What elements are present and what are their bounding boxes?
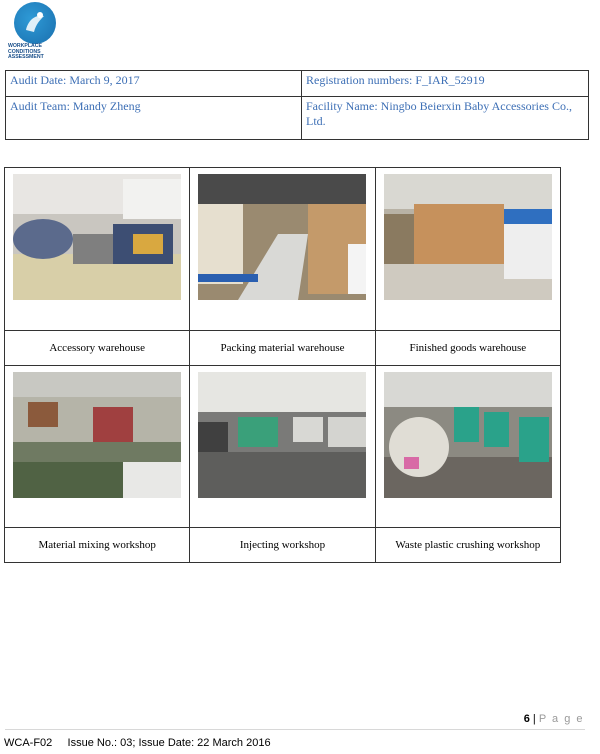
registration-cell: Registration numbers: F_IAR_52919 [302, 71, 589, 97]
wca-logo [8, 2, 64, 62]
audit-info-table [5, 70, 589, 140]
footer-text: WCA-F02 Issue No.: 03; Issue Date: 22 March 2016 [4, 737, 271, 749]
photo-grid [4, 167, 561, 563]
finished-goods-warehouse-photo [384, 174, 552, 300]
photo-cell [5, 168, 190, 331]
photo-caption: Waste plastic crushing workshop [375, 528, 560, 563]
logo-line-3: ASSESSMENT [8, 54, 44, 61]
waste-plastic-crushing-workshop-photo [384, 372, 552, 498]
page-number [524, 713, 584, 725]
accessory-warehouse-photo [13, 174, 181, 300]
material-mixing-workshop-photo [13, 372, 181, 498]
facility-name-cell: Facility Name: Ningbo Beierxin Baby Accessories Co., Ltd. [302, 97, 589, 140]
photo-cell [190, 168, 375, 331]
photo-caption: Material mixing workshop [5, 528, 190, 563]
globe-icon [14, 2, 56, 44]
photo-cell [190, 366, 375, 528]
audit-team-cell: Audit Team: Mandy Zheng [6, 97, 302, 140]
photo-cell [375, 366, 560, 528]
photo-caption: Accessory warehouse [5, 331, 190, 366]
page-separator: | [532, 713, 536, 725]
packing-material-warehouse-photo [198, 174, 366, 300]
photo-cell [375, 168, 560, 331]
photo-caption: Packing material warehouse [190, 331, 375, 366]
audit-date-cell: Audit Date: March 9, 2017 [6, 71, 302, 97]
page-word: P a g e [538, 713, 584, 725]
logo-text [8, 44, 68, 61]
photo-caption: Finished goods warehouse [375, 331, 560, 366]
injecting-workshop-photo [198, 372, 366, 498]
photo-cell [5, 366, 190, 528]
logo-line-1: WORKPLACE [8, 43, 43, 49]
photo-caption: Injecting workshop [190, 528, 375, 563]
page-number-value: 6 [523, 713, 530, 725]
logo-line-2: CONDITIONS [8, 48, 41, 55]
footer-divider [5, 729, 585, 730]
